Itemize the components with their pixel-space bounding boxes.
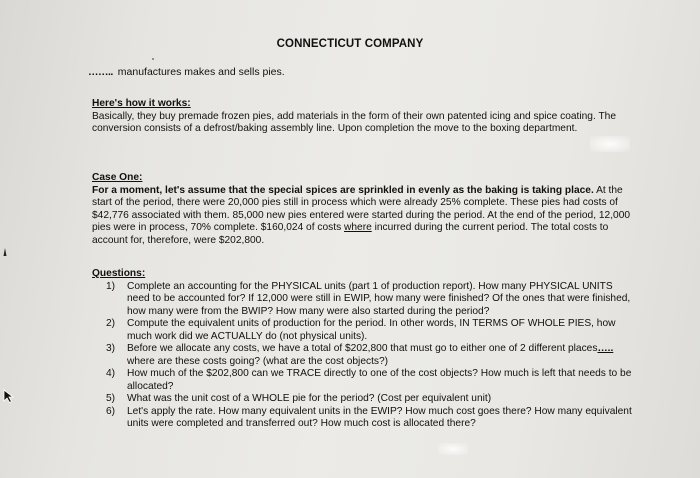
case-one-text-part1: At the start of the period, there were 20,000 pies still in process which were already 25% complete. These pies had costs of $42,776 associated with them. 85,000 new pies entered were started during the period. At the end of the period, 12,000 pies were in process, 70% complete. $160,024 of costs — [92, 184, 631, 233]
question-text: How much of the $202,800 can we TRACE directly to one of the cost objects? How much is left that needs to be allocated? — [127, 368, 632, 392]
question-text: Let's apply the rate. How many equivalent units in the EWIP? How much cost goes there? How many equivalent units were completed and transferred out? How much cost is allocated there? — [127, 405, 632, 429]
questions-heading: Questions: — [92, 268, 146, 279]
light-glare — [438, 443, 468, 455]
question-number: 2) — [106, 318, 116, 329]
question-text: Compute the equivalent units of production for the period. In other words, IN TERMS OF WHOLE PIES, how much work did we ACTUALLY do (not physical units). — [127, 318, 616, 342]
question-item — [92, 343, 632, 368]
intro-text: manufactures makes and sells pies. — [117, 66, 285, 78]
how-it-works-section — [92, 98, 632, 136]
margin-mark-icon — [3, 248, 7, 256]
question-item — [92, 393, 632, 406]
case-one-underlined-word: where — [344, 222, 372, 233]
question-text: What was the unit cost of a WHOLE pie for the period? (Cost per equivalent unit) — [127, 393, 492, 404]
question-text-before: Before we allocate any costs, we have a total of $202,800 that must go to either one of 2 different places — [127, 343, 598, 354]
paper-speck — [152, 58, 154, 60]
questions-section — [92, 268, 632, 431]
questions-list — [92, 281, 632, 431]
question-text: Complete an accounting for the PHYSICAL units (part 1 of production report). How many PHYSICAL UNITS need to be accounted for? If 12,000 were still in EWIP, how many were finished? Of the ones that were finished, how many were from the BWIP? How many were also started during the period? — [127, 280, 631, 317]
case-one-heading: Case One: — [92, 172, 143, 183]
question-number: 5) — [106, 393, 116, 404]
mouse-pointer-icon — [3, 389, 17, 403]
case-one-section — [92, 172, 632, 247]
how-it-works-body: Basically, they buy premade frozen pies, add materials in the form of their own patented icing and spice coating. The conversion consists of a defrost/baking assembly line. Upon completion the move to the boxing department. — [92, 110, 617, 134]
intro-prefix: …….. — [88, 66, 113, 78]
how-it-works-heading: Here's how it works: — [92, 98, 191, 109]
question-number: 3) — [106, 343, 116, 354]
question-underlined-dots: ….. — [597, 343, 614, 354]
question-item — [92, 318, 632, 343]
question-number: 4) — [106, 368, 116, 379]
case-one-body — [92, 185, 632, 248]
case-one-text-part2: incurred during the current period. The total costs to account for, therefore, were $202,800. — [92, 222, 609, 246]
document-title: CONNECTICUT COMPANY — [276, 38, 424, 50]
question-text-after: where are these costs going? (what are the cost objects?) — [127, 355, 389, 367]
question-number: 1) — [106, 280, 116, 292]
light-glare — [590, 136, 630, 152]
question-item — [92, 368, 632, 393]
question-item — [92, 406, 632, 431]
intro-line — [88, 66, 285, 78]
question-item — [92, 281, 632, 319]
question-number: 6) — [106, 405, 116, 417]
case-one-bold-sentence: For a moment, let's assume that the special spices are sprinkled in evenly as the baking is taking place. — [92, 184, 594, 196]
